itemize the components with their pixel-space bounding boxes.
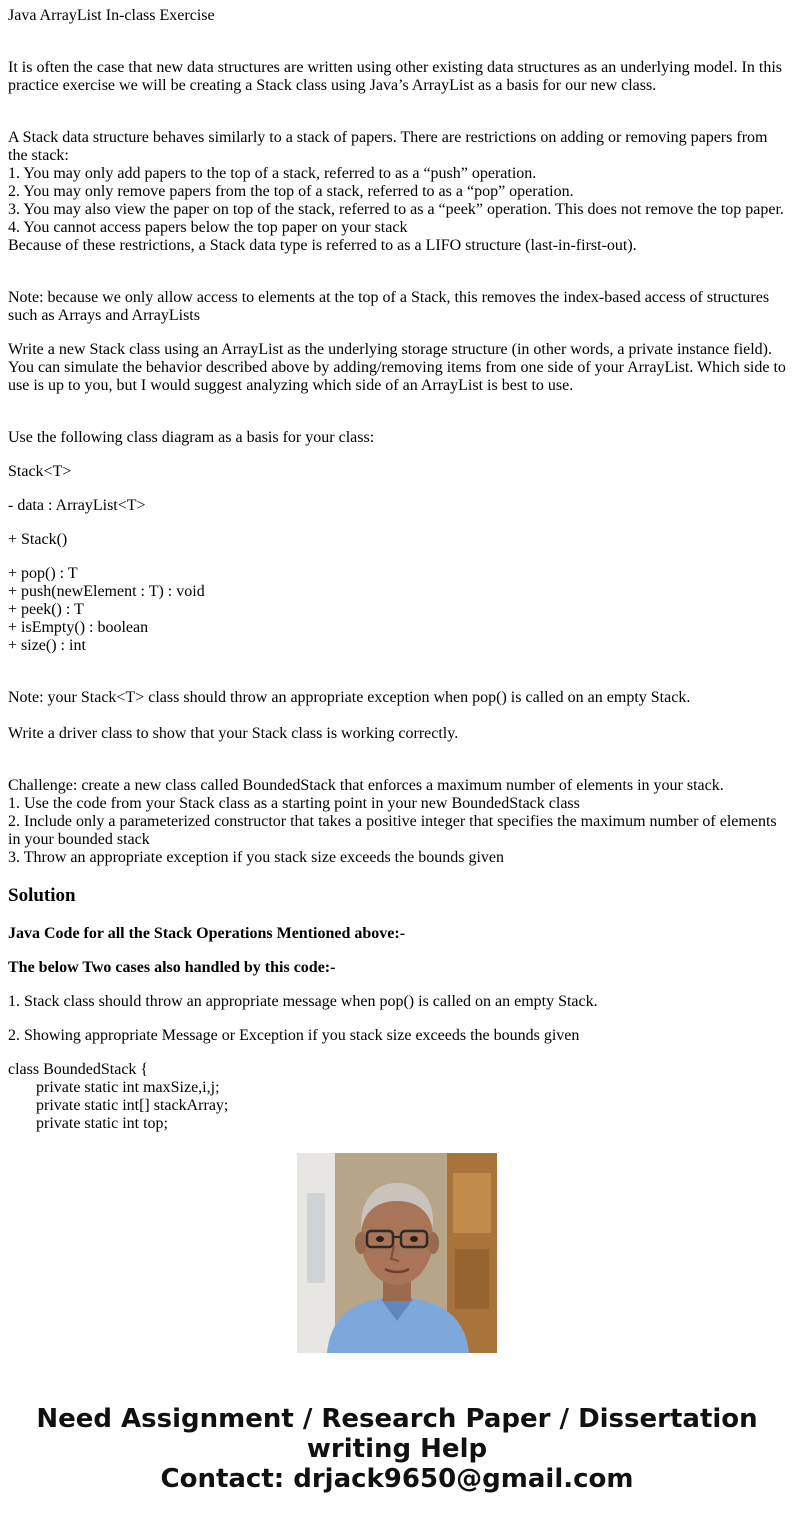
author-photo [297,1153,497,1353]
diagram-intro: Use the following class diagram as a basis for your class: [8,429,375,446]
solution-subheading: The below Two cases also handled by this code:- [8,959,336,976]
document-title: Java ArrayList In-class Exercise [8,7,215,24]
challenge-item: 1. Use the code from your Stack class as a starting point in your new BoundedStack class [8,795,580,812]
code-line: private static int[] stackArray; [36,1097,229,1114]
person-portrait-icon [297,1153,497,1353]
class-method: + isEmpty() : boolean [8,619,149,636]
solution-case: 2. Showing appropriate Message or Exception if you stack size exceeds the bounds given [8,1027,580,1044]
code-line: private static int top; [36,1115,168,1132]
footer-line: writing Help [306,1434,488,1464]
note-index-access: Note: because we only allow access to elements at the top of a Stack, this removes the index-based access of structures such as Arrays and ArrayLists [8,289,770,324]
solution-heading: Solution [8,885,76,906]
task-paragraph: Write a new Stack class using an ArrayList as the underlying storage structure (in other words, a private instance field). You can simulate the behavior described above by adding/removing items from one side of your ArrayList. Which side to use is up to you, but I would suggest analyzing which side of an ArrayList is best to use. [8,341,786,394]
footer-contact: Contact: drjack9650@gmail.com [160,1464,634,1494]
challenge-item: 2. Include only a parameterized constructor that takes a positive integer that specifies the maximum number of elements in your bounded stack [8,813,777,848]
challenge [8,777,788,867]
class-diagram-methods [8,565,788,655]
footer-banner [0,1404,794,1494]
class-diagram-constructor: + Stack() [8,531,68,548]
driver-paragraph: Write a driver class to show that your Stack class is working correctly. [8,725,459,742]
code-line: private static int maxSize,i,j; [36,1079,220,1096]
stack-description [8,129,788,255]
class-method: + pop() : T [8,565,78,582]
stack-rule: 4. You cannot access papers below the top paper on your stack [8,219,408,236]
class-method: + peek() : T [8,601,84,618]
class-diagram-fields: - data : ArrayList<T> [8,497,146,514]
document-body [8,0,788,1132]
stack-description-summary: Because of these restrictions, a Stack data type is referred to as a LIFO structure (last-in-first-out). [8,237,637,254]
class-diagram-name: Stack<T> [8,463,72,480]
note-exception: Note: your Stack<T> class should throw an appropriate exception when pop() is called on an empty Stack. [8,689,691,706]
challenge-lead: Challenge: create a new class called BoundedStack that enforces a maximum number of elements in your stack. [8,777,724,794]
challenge-item: 3. Throw an appropriate exception if you stack size exceeds the bounds given [8,849,504,866]
stack-rule: 1. You may only add papers to the top of a stack, referred to as a “push” operation. [8,165,537,182]
code-line: class BoundedStack { [8,1061,149,1078]
stack-rule: 2. You may only remove papers from the top of a stack, referred to as a “pop” operation. [8,183,574,200]
class-diagram [8,463,788,655]
class-method: + push(newElement : T) : void [8,583,205,600]
solution-case: 1. Stack class should throw an appropriate message when pop() is called on an empty Stack. [8,993,598,1010]
footer-line: Need Assignment / Research Paper / Dissertation [36,1404,758,1434]
stack-rule: 3. You may also view the paper on top of the stack, referred to as a “peek” operation. This does not remove the top paper. [8,201,784,218]
stack-description-lead: A Stack data structure behaves similarly to a stack of papers. There are restrictions on adding or removing papers from the stack: [8,129,768,164]
intro-paragraph: It is often the case that new data structures are written using other existing data structures as an underlying model. In this practice exercise we will be creating a Stack class using Java’s ArrayList as a basis for our new class. [8,59,782,94]
code-block [8,1061,788,1133]
solution-subheading: Java Code for all the Stack Operations Mentioned above:- [8,925,406,942]
class-method: + size() : int [8,637,86,654]
